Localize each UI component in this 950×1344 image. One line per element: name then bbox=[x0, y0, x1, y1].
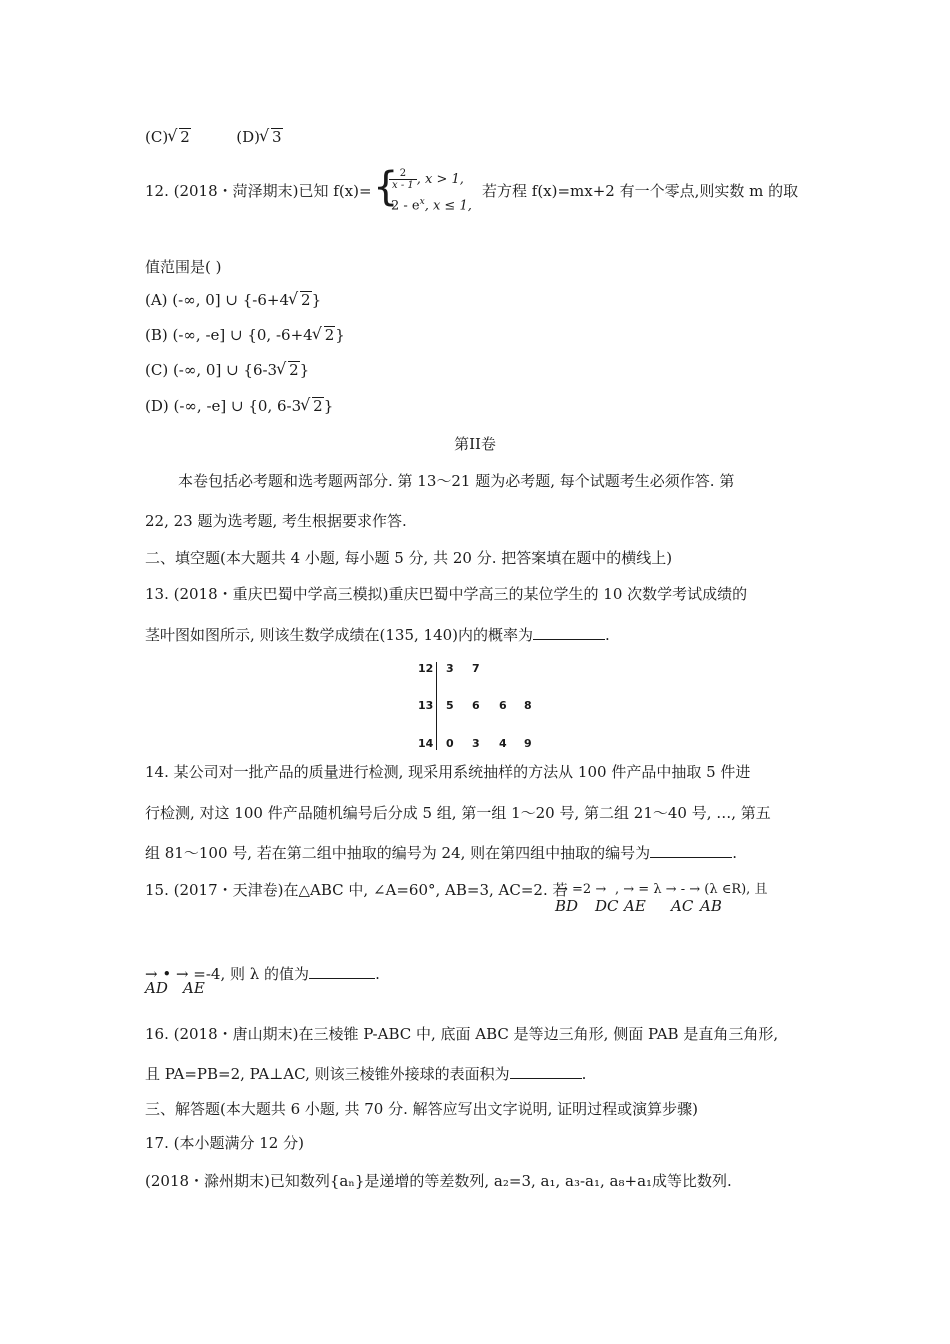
leaf-value: 6 bbox=[499, 699, 507, 712]
stem-value: 12 bbox=[418, 662, 434, 675]
stem-divider bbox=[436, 662, 437, 750]
fill-in-section-heading: 二、填空题(本大题共 4 小题, 每小题 5 分, 共 20 分. 把答案填在题中的横线上) bbox=[145, 549, 673, 567]
stem-leaf-plot bbox=[416, 662, 556, 752]
q15-vector-eq-2: , → = λ → - → (λ ∈R), 且 bbox=[615, 882, 768, 897]
q13-line2: 茎叶图如图所示, 则该生数学成绩在(135, 140)内的概率为 . bbox=[145, 626, 610, 644]
answer-blank bbox=[510, 1064, 582, 1079]
q16-line1: 16. (2018・唐山期末)在三棱锥 P-ABC 中, 底面 ABC 是等边三角形, 侧面 PAB 是直角三角形, bbox=[145, 1025, 779, 1043]
piecewise-brace: { bbox=[373, 164, 399, 210]
q13-line1: 13. (2018・重庆巴蜀中学高三模拟)重庆巴蜀中学高三的某位学生的 10 次数学考试成绩的 bbox=[145, 585, 748, 603]
stem-value: 13 bbox=[418, 699, 434, 712]
vector-ae: AE bbox=[624, 897, 646, 915]
vector-ad: AD bbox=[145, 979, 168, 997]
q15-line1: 15. (2017・天津卷)在△ABC 中, ∠A=60°, AB=3, AC=2. 若 bbox=[145, 881, 568, 899]
sqrt-symbol: √ 2 bbox=[277, 360, 300, 380]
leaf-value: 3 bbox=[472, 737, 480, 750]
q14-line1: 14. 某公司对一批产品的质量进行检测, 现采用系统抽样的方法从 100 件产品中抽取 5 件进 bbox=[145, 763, 751, 781]
leaf-value: 9 bbox=[524, 737, 532, 750]
answer-section-heading: 三、解答题(本大题共 6 小题, 共 70 分. 解答应写出文字说明, 证明过程或演算步骤) bbox=[145, 1100, 699, 1118]
part2-intro-line2: 22, 23 题为选考题, 考生根据要求作答. bbox=[145, 512, 407, 530]
q17-body: (2018・滁州期末)已知数列{aₙ}是递增的等差数列, a₂=3, a₁, a₃-a₁, a₈+a₁成等比数列. bbox=[145, 1172, 732, 1190]
vector-dc: DC bbox=[595, 897, 619, 915]
leaf-value: 4 bbox=[499, 737, 507, 750]
fraction: $\frac{2}{x - 1}$ bbox=[389, 168, 417, 191]
q11-options: (C)√ 2 (D)√ 3 bbox=[145, 127, 283, 147]
part2-intro-line1: 本卷包括必考题和选考题两部分. 第 13～21 题为必考题, 每个试题考生必须作答. 第 bbox=[178, 472, 735, 490]
stem-value: 14 bbox=[418, 737, 434, 750]
q12-stem-line1: 12. (2018・菏泽期末)已知 f(x)= bbox=[145, 182, 372, 200]
sqrt-symbol: √ 2 bbox=[301, 396, 324, 416]
q14-line3: 组 81～100 号, 若在第二组中抽取的编号为 24, 则在第四组中抽取的编号为 . bbox=[145, 844, 737, 862]
vector-bd: BD bbox=[555, 897, 579, 915]
q12-option-a: (A) (-∞, 0] ∪ {-6+4√ 2} bbox=[145, 290, 321, 310]
sqrt-symbol: √ 3 bbox=[260, 127, 283, 147]
q15-line2: → • → =-4, 则 λ 的值为 . bbox=[145, 965, 380, 983]
leaf-value: 0 bbox=[446, 737, 454, 750]
vector-ab: AB bbox=[700, 897, 722, 915]
vector-ae: AE bbox=[183, 979, 205, 997]
leaf-value: 8 bbox=[524, 699, 532, 712]
part2-title: 第II卷 bbox=[454, 435, 496, 453]
answer-blank bbox=[309, 964, 375, 979]
leaf-value: 5 bbox=[446, 699, 454, 712]
leaf-value: 7 bbox=[472, 662, 480, 675]
sqrt-symbol: √ 2 bbox=[313, 325, 336, 345]
q12-option-c: (C) (-∞, 0] ∪ {6-3√ 2} bbox=[145, 360, 309, 380]
answer-blank bbox=[650, 843, 732, 858]
leaf-value: 6 bbox=[472, 699, 480, 712]
vector-ac: AC bbox=[671, 897, 694, 915]
sqrt-symbol: √ 2 bbox=[289, 290, 312, 310]
q12-stem-line1-end: 若方程 f(x)=mx+2 有一个零点,则实数 m 的取 bbox=[482, 182, 799, 200]
q16-line2: 且 PA=PB=2, PA⊥AC, 则该三棱锥外接球的表面积为 . bbox=[145, 1065, 587, 1083]
q15-vector-eq-1: → =2 → bbox=[557, 882, 607, 897]
piecewise-case-1: $\frac{2}{x - 1}$ , x > 1, bbox=[389, 168, 464, 191]
q17-heading: 17. (本小题满分 12 分) bbox=[145, 1134, 304, 1152]
sqrt-symbol: √ 2 bbox=[168, 127, 191, 147]
leaf-value: 3 bbox=[446, 662, 454, 675]
q12-option-d: (D) (-∞, -e] ∪ {0, 6-3√ 2} bbox=[145, 396, 333, 416]
piecewise-case-2: $2 - e^x$, x ≤ 1, bbox=[391, 197, 472, 214]
answer-blank bbox=[533, 625, 605, 640]
q12-option-b: (B) (-∞, -e] ∪ {0, -6+4√ 2} bbox=[145, 325, 345, 345]
q14-line2: 行检测, 对这 100 件产品随机编号后分成 5 组, 第一组 1～20 号, 第二组 21～40 号, …, 第五 bbox=[145, 804, 771, 822]
q12-stem-line2: 值范围是( ) bbox=[145, 258, 222, 276]
